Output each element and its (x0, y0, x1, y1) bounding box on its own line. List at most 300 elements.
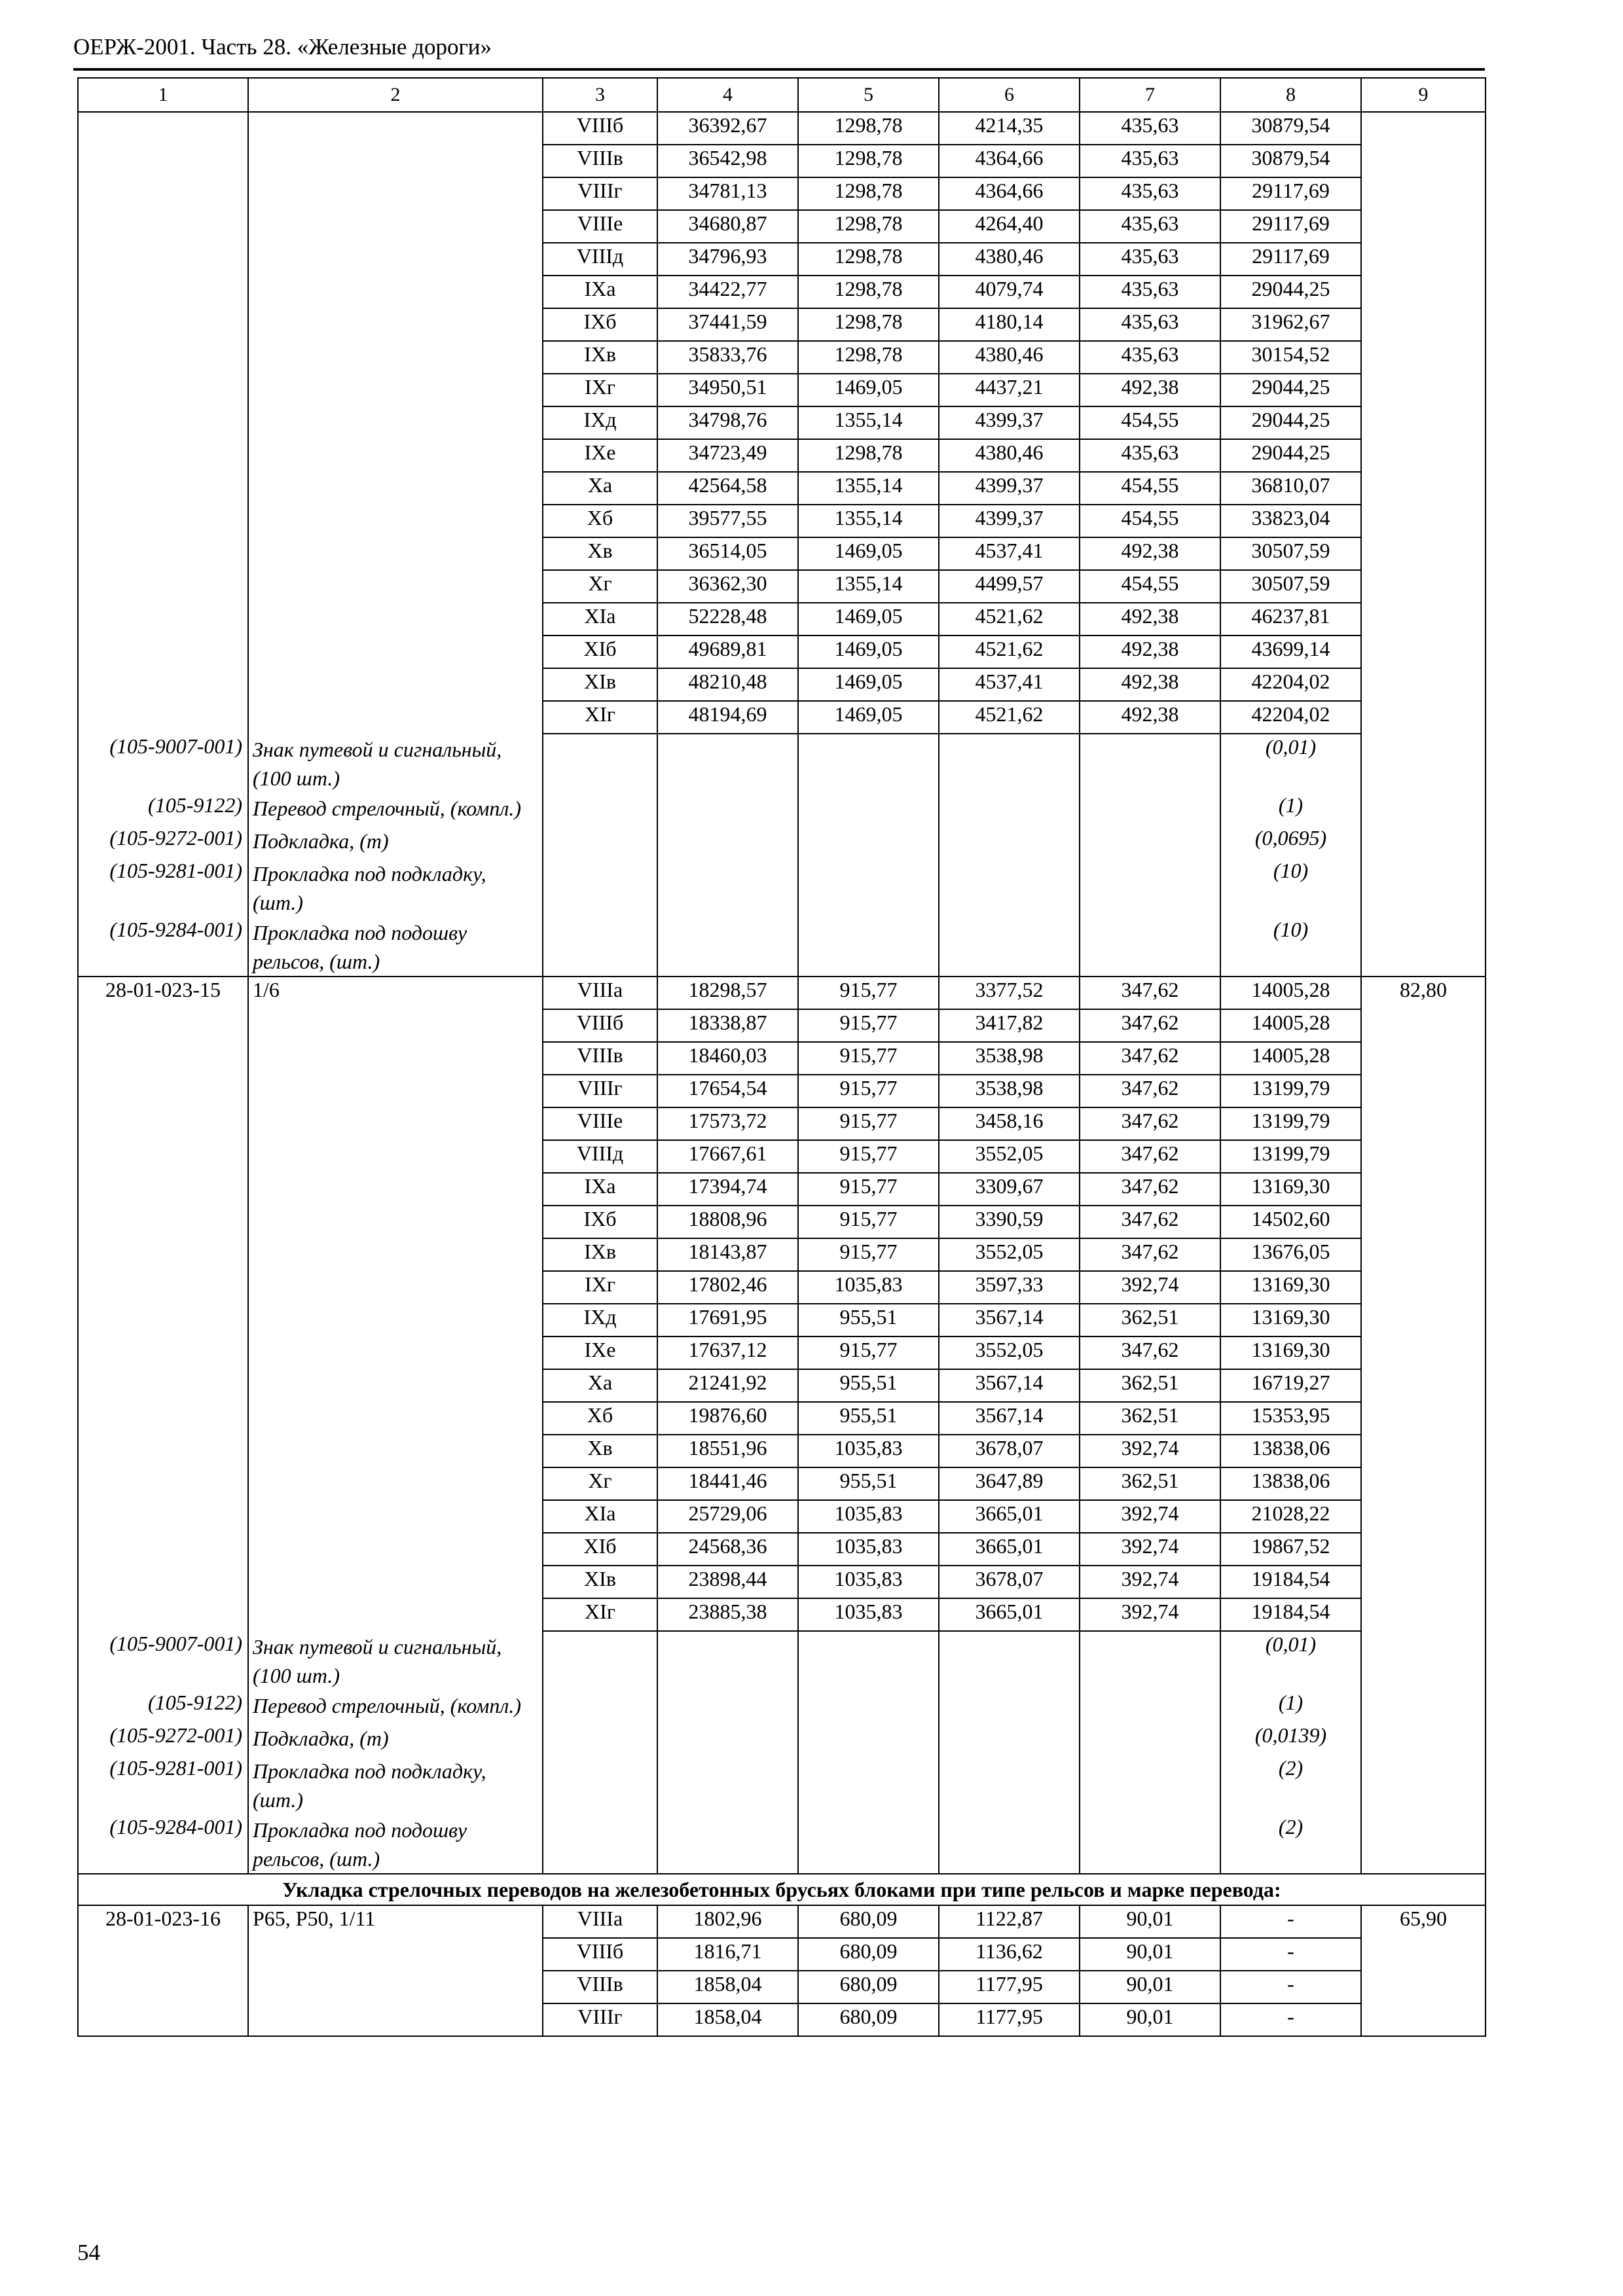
value-cell: 1469,05 (798, 701, 939, 734)
value-cell: 34798,76 (657, 406, 798, 439)
value-cell: 392,74 (1080, 1598, 1220, 1631)
empty-cell (543, 1814, 657, 1874)
empty-cell (798, 825, 939, 858)
material-row (78, 1690, 1486, 1723)
col9-cell (1361, 1500, 1486, 1533)
value-cell: - (1220, 1905, 1361, 1938)
value-cell: 90,01 (1080, 2003, 1220, 2036)
value-cell: 3567,14 (939, 1369, 1080, 1402)
value-cell: 13199,79 (1220, 1075, 1361, 1107)
value-cell: 3597,33 (939, 1271, 1080, 1304)
value-cell: 1802,96 (657, 1905, 798, 1938)
name-cell (248, 1402, 543, 1435)
value-cell: VIIIг (543, 1075, 657, 1107)
code-cell (78, 1206, 248, 1238)
empty-cell (1361, 825, 1486, 858)
value-cell: 435,63 (1080, 210, 1220, 243)
value-cell: IXв (543, 341, 657, 374)
value-cell: 42204,02 (1220, 701, 1361, 734)
norms-table (77, 77, 1486, 2037)
value-cell: 362,51 (1080, 1467, 1220, 1500)
value-cell: 13676,05 (1220, 1238, 1361, 1271)
value-cell: 29044,25 (1220, 276, 1361, 308)
value-cell: 347,62 (1080, 1173, 1220, 1206)
name-cell (248, 374, 543, 406)
material-qty: (1) (1220, 1690, 1361, 1723)
column-number-header: 4 (657, 78, 798, 112)
value-cell: 1469,05 (798, 537, 939, 570)
value-cell: 1298,78 (798, 145, 939, 177)
material-row (78, 858, 1486, 917)
name-cell (248, 472, 543, 505)
value-cell: XIб (543, 1533, 657, 1566)
col9-cell: 82,80 (1361, 977, 1486, 1009)
value-cell: 34796,93 (657, 243, 798, 276)
name-cell (248, 1566, 543, 1598)
empty-cell (939, 1631, 1080, 1690)
name-cell (248, 1598, 543, 1631)
material-code: (105-9007-001) (78, 1631, 248, 1690)
empty-cell (939, 734, 1080, 793)
value-cell: 435,63 (1080, 276, 1220, 308)
material-qty: (10) (1220, 858, 1361, 917)
material-name: Знак путевой и сигнальный, (100 шт.) (248, 734, 543, 793)
value-cell: 915,77 (798, 1009, 939, 1042)
value-cell: 4380,46 (939, 439, 1080, 472)
empty-cell (1080, 1723, 1220, 1755)
code-cell (78, 2003, 248, 2036)
value-cell: 915,77 (798, 1238, 939, 1271)
col9-cell (1361, 603, 1486, 636)
code-cell (78, 1566, 248, 1598)
value-cell: 347,62 (1080, 1009, 1220, 1042)
value-cell: XIб (543, 636, 657, 668)
col9-cell (1361, 668, 1486, 701)
table-row (78, 570, 1486, 603)
name-cell (248, 1107, 543, 1140)
col9-cell (1361, 505, 1486, 537)
value-cell: 36542,98 (657, 145, 798, 177)
value-cell: 36362,30 (657, 570, 798, 603)
page-header-title: ОЕРЖ-2001. Часть 28. «Железные дороги» (73, 34, 492, 60)
value-cell: 30154,52 (1220, 341, 1361, 374)
value-cell: 915,77 (798, 1336, 939, 1369)
table-row (78, 1369, 1486, 1402)
value-cell: IXг (543, 1271, 657, 1304)
code-cell (78, 210, 248, 243)
value-cell: 4380,46 (939, 341, 1080, 374)
material-row (78, 1723, 1486, 1755)
material-name: Прокладка под подошву рельсов, (шт.) (248, 917, 543, 977)
value-cell: 915,77 (798, 1075, 939, 1107)
table-row (78, 636, 1486, 668)
material-name: Перевод стрелочный, (компл.) (248, 1690, 543, 1723)
value-cell: XIв (543, 668, 657, 701)
value-cell: 14502,60 (1220, 1206, 1361, 1238)
name-cell (248, 1369, 543, 1402)
col9-cell (1361, 308, 1486, 341)
table-row (78, 1173, 1486, 1206)
empty-cell (543, 917, 657, 977)
value-cell: 29044,25 (1220, 439, 1361, 472)
table-row (78, 1938, 1486, 1971)
value-cell: 3552,05 (939, 1336, 1080, 1369)
material-qty: (2) (1220, 1755, 1361, 1814)
value-cell: 17394,74 (657, 1173, 798, 1206)
value-cell: 3377,52 (939, 977, 1080, 1009)
table-row (78, 145, 1486, 177)
value-cell: 18143,87 (657, 1238, 798, 1271)
value-cell: 915,77 (798, 977, 939, 1009)
col9-cell (1361, 341, 1486, 374)
empty-cell (1361, 1690, 1486, 1723)
name-cell (248, 1075, 543, 1107)
value-cell: 347,62 (1080, 1075, 1220, 1107)
value-cell: 23898,44 (657, 1566, 798, 1598)
column-number-header: 1 (78, 78, 248, 112)
code-cell (78, 1467, 248, 1500)
empty-cell (798, 1755, 939, 1814)
value-cell: 4399,37 (939, 505, 1080, 537)
material-name: Прокладка под подкладку, (шт.) (248, 1755, 543, 1814)
value-cell: 435,63 (1080, 341, 1220, 374)
material-name: Знак путевой и сигнальный, (100 шт.) (248, 1631, 543, 1690)
material-row (78, 1814, 1486, 1874)
name-cell (248, 406, 543, 439)
col9-cell (1361, 570, 1486, 603)
value-cell: 18338,87 (657, 1009, 798, 1042)
material-qty: (0,01) (1220, 1631, 1361, 1690)
code-cell (78, 177, 248, 210)
col9-cell (1361, 1042, 1486, 1075)
value-cell: 46237,81 (1220, 603, 1361, 636)
value-cell: 29117,69 (1220, 210, 1361, 243)
code-cell (78, 406, 248, 439)
value-cell: 23885,38 (657, 1598, 798, 1631)
section-title: Укладка стрелочных переводов на железобетонных брусьях блоками при типе рельсов и марке перевода: (78, 1874, 1486, 1905)
material-row (78, 793, 1486, 825)
value-cell: IXд (543, 1304, 657, 1336)
value-cell: 435,63 (1080, 439, 1220, 472)
value-cell: 30879,54 (1220, 145, 1361, 177)
col9-cell (1361, 1238, 1486, 1271)
empty-cell (939, 825, 1080, 858)
value-cell: 1298,78 (798, 177, 939, 210)
col9-cell (1361, 1140, 1486, 1173)
value-cell: 17654,54 (657, 1075, 798, 1107)
name-cell (248, 1304, 543, 1336)
table-row (78, 1435, 1486, 1467)
value-cell: 18298,57 (657, 977, 798, 1009)
name-cell (248, 603, 543, 636)
value-cell: 1035,83 (798, 1271, 939, 1304)
value-cell: 3647,89 (939, 1467, 1080, 1500)
value-cell: 36392,67 (657, 112, 798, 145)
empty-cell (1361, 793, 1486, 825)
table-row (78, 1533, 1486, 1566)
value-cell: - (1220, 1938, 1361, 1971)
table-header-row (78, 78, 1486, 112)
table-row (78, 1238, 1486, 1271)
value-cell: 90,01 (1080, 1971, 1220, 2003)
material-row (78, 917, 1486, 977)
value-cell: 34680,87 (657, 210, 798, 243)
value-cell: 4364,66 (939, 177, 1080, 210)
code-cell (78, 1173, 248, 1206)
value-cell: 19867,52 (1220, 1533, 1361, 1566)
empty-cell (939, 1690, 1080, 1723)
empty-cell (939, 1723, 1080, 1755)
value-cell: 34781,13 (657, 177, 798, 210)
value-cell: 915,77 (798, 1107, 939, 1140)
column-number-header: 6 (939, 78, 1080, 112)
table-row (78, 177, 1486, 210)
material-name: Подкладка, (т) (248, 825, 543, 858)
empty-cell (657, 917, 798, 977)
empty-cell (1361, 1631, 1486, 1690)
empty-cell (798, 1723, 939, 1755)
name-cell (248, 210, 543, 243)
value-cell: 362,51 (1080, 1369, 1220, 1402)
code-cell (78, 570, 248, 603)
value-cell: 435,63 (1080, 308, 1220, 341)
table-row (78, 406, 1486, 439)
value-cell: 492,38 (1080, 374, 1220, 406)
empty-cell (1080, 858, 1220, 917)
material-name: Подкладка, (т) (248, 1723, 543, 1755)
value-cell: 1035,83 (798, 1435, 939, 1467)
value-cell: 13169,30 (1220, 1173, 1361, 1206)
value-cell: 90,01 (1080, 1905, 1220, 1938)
value-cell: Xг (543, 570, 657, 603)
col9-cell (1361, 1304, 1486, 1336)
empty-cell (798, 734, 939, 793)
value-cell: 4399,37 (939, 472, 1080, 505)
empty-cell (798, 793, 939, 825)
value-cell: 392,74 (1080, 1271, 1220, 1304)
code-cell (78, 603, 248, 636)
table-row (78, 439, 1486, 472)
value-cell: 17573,72 (657, 1107, 798, 1140)
value-cell: 1177,95 (939, 1971, 1080, 2003)
material-code: (105-9007-001) (78, 734, 248, 793)
empty-cell (1080, 917, 1220, 977)
value-cell: Xа (543, 472, 657, 505)
col9-cell (1361, 1173, 1486, 1206)
value-cell: VIIIб (543, 1009, 657, 1042)
value-cell: 680,09 (798, 1905, 939, 1938)
value-cell: IXб (543, 308, 657, 341)
value-cell: 1355,14 (798, 472, 939, 505)
table-row (78, 210, 1486, 243)
value-cell: 362,51 (1080, 1304, 1220, 1336)
value-cell: 4214,35 (939, 112, 1080, 145)
col9-cell (1361, 439, 1486, 472)
value-cell: 29044,25 (1220, 406, 1361, 439)
value-cell: - (1220, 1971, 1361, 2003)
col9-cell (1361, 472, 1486, 505)
value-cell: 42564,58 (657, 472, 798, 505)
code-cell (78, 1304, 248, 1336)
value-cell: 492,38 (1080, 701, 1220, 734)
name-cell (248, 570, 543, 603)
value-cell: 16719,27 (1220, 1369, 1361, 1402)
value-cell: 1816,71 (657, 1938, 798, 1971)
table-row (78, 1971, 1486, 2003)
value-cell: XIв (543, 1566, 657, 1598)
value-cell: Xа (543, 1369, 657, 1402)
table-row (78, 112, 1486, 145)
name-cell (248, 243, 543, 276)
table-row (78, 1140, 1486, 1173)
col9-cell (1361, 1075, 1486, 1107)
code-cell (78, 1369, 248, 1402)
value-cell: IXе (543, 439, 657, 472)
col9-cell (1361, 276, 1486, 308)
name-cell (248, 505, 543, 537)
material-qty: (0,01) (1220, 734, 1361, 793)
col9-cell (1361, 1566, 1486, 1598)
table-row (78, 1336, 1486, 1369)
code-cell (78, 505, 248, 537)
value-cell: 492,38 (1080, 603, 1220, 636)
value-cell: 3665,01 (939, 1500, 1080, 1533)
material-code: (105-9272-001) (78, 1723, 248, 1755)
value-cell: 392,74 (1080, 1566, 1220, 1598)
value-cell: 3665,01 (939, 1598, 1080, 1631)
value-cell: 13838,06 (1220, 1435, 1361, 1467)
material-code: (105-9122) (78, 793, 248, 825)
code-cell (78, 1938, 248, 1971)
value-cell: 4380,46 (939, 243, 1080, 276)
empty-cell (543, 825, 657, 858)
value-cell: 14005,28 (1220, 1009, 1361, 1042)
value-cell: 1177,95 (939, 2003, 1080, 2036)
value-cell: 915,77 (798, 1140, 939, 1173)
value-cell: 3538,98 (939, 1042, 1080, 1075)
table-row (78, 1042, 1486, 1075)
code-cell (78, 1598, 248, 1631)
table-row (78, 374, 1486, 406)
value-cell: 3417,82 (939, 1009, 1080, 1042)
material-code: (105-9284-001) (78, 917, 248, 977)
name-cell (248, 1009, 543, 1042)
col9-cell (1361, 1009, 1486, 1042)
col9-cell (1361, 1598, 1486, 1631)
value-cell: Xв (543, 537, 657, 570)
material-qty: (1) (1220, 793, 1361, 825)
value-cell: 43699,14 (1220, 636, 1361, 668)
value-cell: 13199,79 (1220, 1107, 1361, 1140)
col9-cell (1361, 1938, 1486, 1971)
value-cell: 1136,62 (939, 1938, 1080, 1971)
value-cell: XIа (543, 1500, 657, 1533)
code-cell (78, 1042, 248, 1075)
value-cell: 492,38 (1080, 636, 1220, 668)
value-cell: 36514,05 (657, 537, 798, 570)
empty-cell (798, 858, 939, 917)
value-cell: 1469,05 (798, 603, 939, 636)
value-cell: 1035,83 (798, 1598, 939, 1631)
name-cell (248, 439, 543, 472)
code-cell (78, 1009, 248, 1042)
value-cell: 680,09 (798, 2003, 939, 2036)
name-cell (248, 112, 543, 145)
value-cell: 24568,36 (657, 1533, 798, 1566)
table-row (78, 276, 1486, 308)
material-code: (105-9122) (78, 1690, 248, 1723)
value-cell: 13169,30 (1220, 1271, 1361, 1304)
code-cell (78, 1271, 248, 1304)
value-cell: 435,63 (1080, 112, 1220, 145)
value-cell: 15353,95 (1220, 1402, 1361, 1435)
code-cell: 28-01-023-16 (78, 1905, 248, 1938)
value-cell: 18808,96 (657, 1206, 798, 1238)
value-cell: 13838,06 (1220, 1467, 1361, 1500)
empty-cell (939, 858, 1080, 917)
value-cell: 1298,78 (798, 210, 939, 243)
code-cell (78, 701, 248, 734)
table-row (78, 1271, 1486, 1304)
col9-cell (1361, 243, 1486, 276)
name-cell (248, 276, 543, 308)
name-cell (248, 1271, 543, 1304)
value-cell: 1298,78 (798, 243, 939, 276)
value-cell: 362,51 (1080, 1402, 1220, 1435)
empty-cell (543, 1723, 657, 1755)
value-cell: 13199,79 (1220, 1140, 1361, 1173)
empty-cell (1361, 734, 1486, 793)
value-cell: 18460,03 (657, 1042, 798, 1075)
table-row (78, 668, 1486, 701)
empty-cell (1080, 1814, 1220, 1874)
value-cell: 49689,81 (657, 636, 798, 668)
value-cell: 19184,54 (1220, 1598, 1361, 1631)
value-cell: 17691,95 (657, 1304, 798, 1336)
value-cell: VIIIе (543, 1107, 657, 1140)
name-cell: 1/6 (248, 977, 543, 1009)
column-number-header: 5 (798, 78, 939, 112)
value-cell: 3567,14 (939, 1402, 1080, 1435)
value-cell: IXв (543, 1238, 657, 1271)
value-cell: 13169,30 (1220, 1304, 1361, 1336)
col9-cell (1361, 406, 1486, 439)
value-cell: 4521,62 (939, 701, 1080, 734)
code-cell (78, 1140, 248, 1173)
material-row (78, 1755, 1486, 1814)
value-cell: VIIIа (543, 977, 657, 1009)
value-cell: 18441,46 (657, 1467, 798, 1500)
code-cell (78, 439, 248, 472)
code-cell (78, 636, 248, 668)
value-cell: 1035,83 (798, 1533, 939, 1566)
value-cell: 347,62 (1080, 977, 1220, 1009)
value-cell: 392,74 (1080, 1500, 1220, 1533)
value-cell: IXе (543, 1336, 657, 1369)
value-cell: VIIIб (543, 112, 657, 145)
code-cell (78, 1435, 248, 1467)
empty-cell (939, 1814, 1080, 1874)
empty-cell (657, 1631, 798, 1690)
code-cell (78, 374, 248, 406)
value-cell: 4521,62 (939, 603, 1080, 636)
table-row (78, 472, 1486, 505)
value-cell: IXб (543, 1206, 657, 1238)
col9-cell (1361, 2003, 1486, 2036)
value-cell: 4264,40 (939, 210, 1080, 243)
empty-cell (1361, 1814, 1486, 1874)
table-row (78, 1206, 1486, 1238)
